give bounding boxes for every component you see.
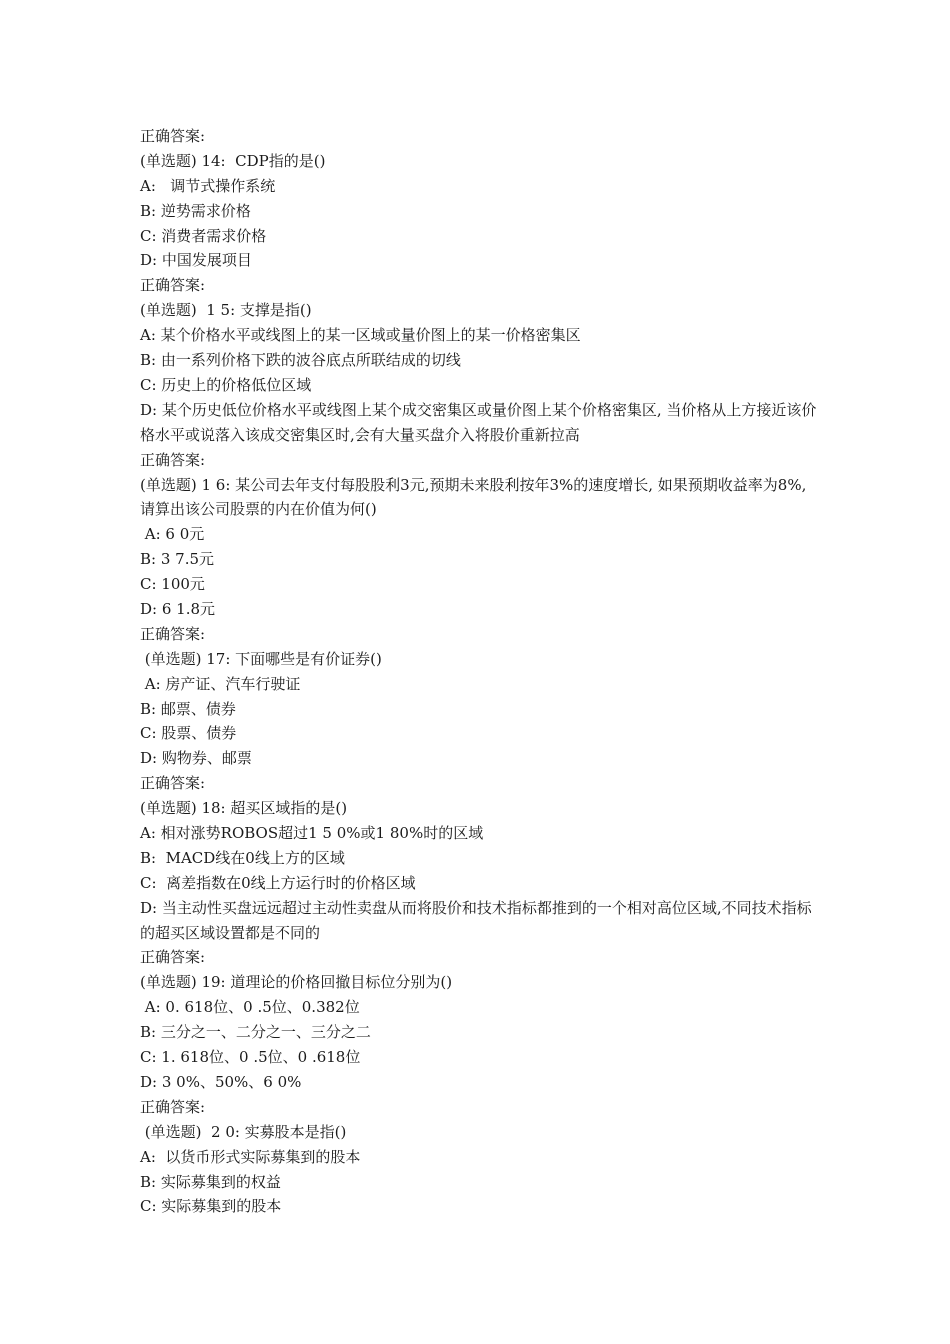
answer-label: 正确答案: (140, 774, 206, 793)
question-18: (单选题) 18: 超买区域指的是() (140, 799, 348, 818)
question-14: (单选题) 14: CDP指的是() (140, 151, 326, 170)
option-c: C: 100元 (140, 575, 205, 594)
answer-label: 正确答案: (140, 276, 206, 295)
question-17: (单选题) 17: 下面哪些是有价证券() (140, 649, 382, 668)
option-d: D: 某个历史低位价格水平或线图上某个成交密集区或量价图上某个价格密集区, 当价格从上方接近该价格水平或说落入该成交密集区时,会有大量买盘介入将股价重新拉高 (140, 400, 817, 444)
option-c: C: 离差指数在0线上方运行时的价格区域 (140, 873, 416, 892)
option-d: D: 3 0%、50%、6 0% (140, 1072, 302, 1091)
answer-label: 正确答案: (140, 127, 206, 145)
question-15: (单选题) 1 5: 支撑是指() (140, 301, 312, 320)
option-c: C: 股票、债券 (140, 724, 237, 743)
option-b: B: 逆势需求价格 (140, 201, 251, 220)
option-d: D: 6 1.8元 (140, 599, 216, 618)
question-20: (单选题) 2 0: 实募股本是指() (140, 1122, 347, 1141)
option-a: A: 6 0元 (140, 525, 205, 544)
answer-label: 正确答案: (140, 450, 206, 469)
option-d: D: 中国发展项目 (140, 251, 252, 270)
option-a: A: 以货币形式实际募集到的股本 (140, 1147, 361, 1166)
question-19: (单选题) 19: 道理论的价格回撤目标位分别为() (140, 973, 453, 992)
question-16: (单选题) 1 6: 某公司去年支付每股股利3元,预期未来股利按年3%的速度增长, 如果预期收益率为8%,请算出该公司股票的内在价值为何() (140, 475, 807, 519)
option-b: B: 3 7.5元 (140, 550, 215, 569)
option-a: A: 相对涨势ROBOS超过1 5 0%或1 80%时的区域 (140, 824, 484, 842)
option-a: A: 某个价格水平或线图上的某一区域或量价图上的某一价格密集区 (140, 326, 581, 345)
option-d: D: 购物券、邮票 (140, 749, 252, 768)
option-c: C: 实际募集到的股本 (140, 1197, 282, 1216)
answer-label: 正确答案: (140, 624, 206, 643)
document-page (140, 124, 820, 1219)
option-a: A: 调节式操作系统 (140, 176, 276, 195)
answer-label: 正确答案: (140, 1097, 206, 1116)
option-a: A: 0. 618位、0 .5位、0.382位 (140, 998, 360, 1017)
option-c: C: 消费者需求价格 (140, 226, 267, 245)
option-a: A: 房产证、汽车行驶证 (140, 674, 301, 693)
option-b: B: MACD线在0线上方的区域 (140, 848, 345, 867)
option-c: C: 1. 618位、0 .5位、0 .618位 (140, 1048, 361, 1067)
option-b: B: 实际募集到的权益 (140, 1172, 281, 1191)
option-b: B: 由一系列价格下跌的波谷底点所联结成的切线 (140, 351, 461, 370)
option-d: D: 当主动性买盘远远超过主动性卖盘从而将股价和技术指标都推到的一个相对高位区域,不同技术指标的超买区域设置都是不同的 (140, 898, 812, 942)
answer-label: 正确答案: (140, 948, 206, 967)
option-c: C: 历史上的价格低位区域 (140, 375, 312, 394)
option-b: B: 邮票、债券 (140, 699, 236, 718)
option-b: B: 三分之一、二分之一、三分之二 (140, 1023, 371, 1042)
